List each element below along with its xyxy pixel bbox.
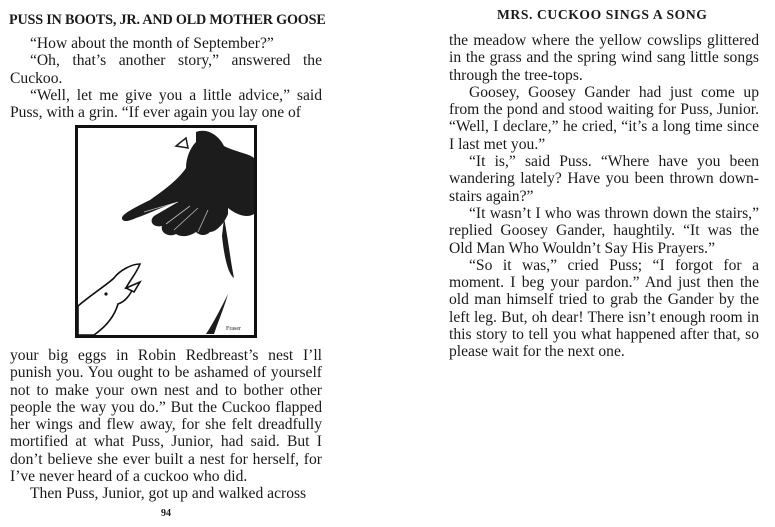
page-number: 94 [161,508,171,519]
right-running-head: MRS. CUCKOO SINGS A SONG [497,7,708,22]
right-page [400,0,775,527]
paragraph: the meadow where the yellow cowslips glittered in the grass and the spring wind sang little songs through the tree-tops. [449,32,759,84]
paragraph: your big eggs in Robin Redbreast’s nest I’ll punish you. You ought to be ashamed of yourself not to make your own nest and to bother other people the way you do.” But the Cuckoo flapped her wings and flew away, for she felt dreadfully mortified at what Puss, Junior, had said. But I don’t believe she ever built a nest for herself, for I’ve never heard of a cuckoo who did. [10,347,322,486]
illustration-cuckoo-and-goose [75,125,257,338]
paragraph: Goosey, Goosey Gander had just come up from the pond and stood waiting for Puss, Junior. “Well, I declare,” he cried, “it’s a long time since I last met you.” [449,83,759,153]
paragraph: “Oh, that’s another story,” answered the Cuckoo. [10,52,322,87]
artist-signature: Fraser [226,326,241,332]
left-running-head: PUSS IN BOOTS, JR. AND OLD MOTHER GOOSE [9,12,326,28]
cuckoo-figure [122,131,254,334]
right-text [449,32,759,361]
paragraph: “Well, let me give you a little advice,” said Puss, with a grin. “If ever again you lay one of [10,86,322,122]
goose-eye [104,292,107,295]
left-text-bottom [10,347,322,503]
paragraph: Then Puss, Junior, got up and walked across [30,485,307,503]
goose-figure [78,264,140,335]
left-text-top [10,35,322,121]
paragraph: “It is,” said Puss. “Where have you been wandering lately? Have you been thrown down-stairs again?” [449,153,759,205]
paragraph: “So it was,” cried Puss; “I forgot for a moment. I beg your pardon.” And just then the old man himself tried to grab the Gander by the left leg. But, oh dear! There isn’t enough room in this story to tell you what happened after that, so please wait for the next one. [449,256,759,361]
paragraph: “How about the month of September?” [30,35,274,52]
paragraph: “It wasn’t I who was thrown down the stairs,” replied Goosey Gander, haughtily. “It was the Old Man Who Wouldn’t Say His Prayers.” [449,204,759,257]
illustration-drawing [78,128,254,335]
